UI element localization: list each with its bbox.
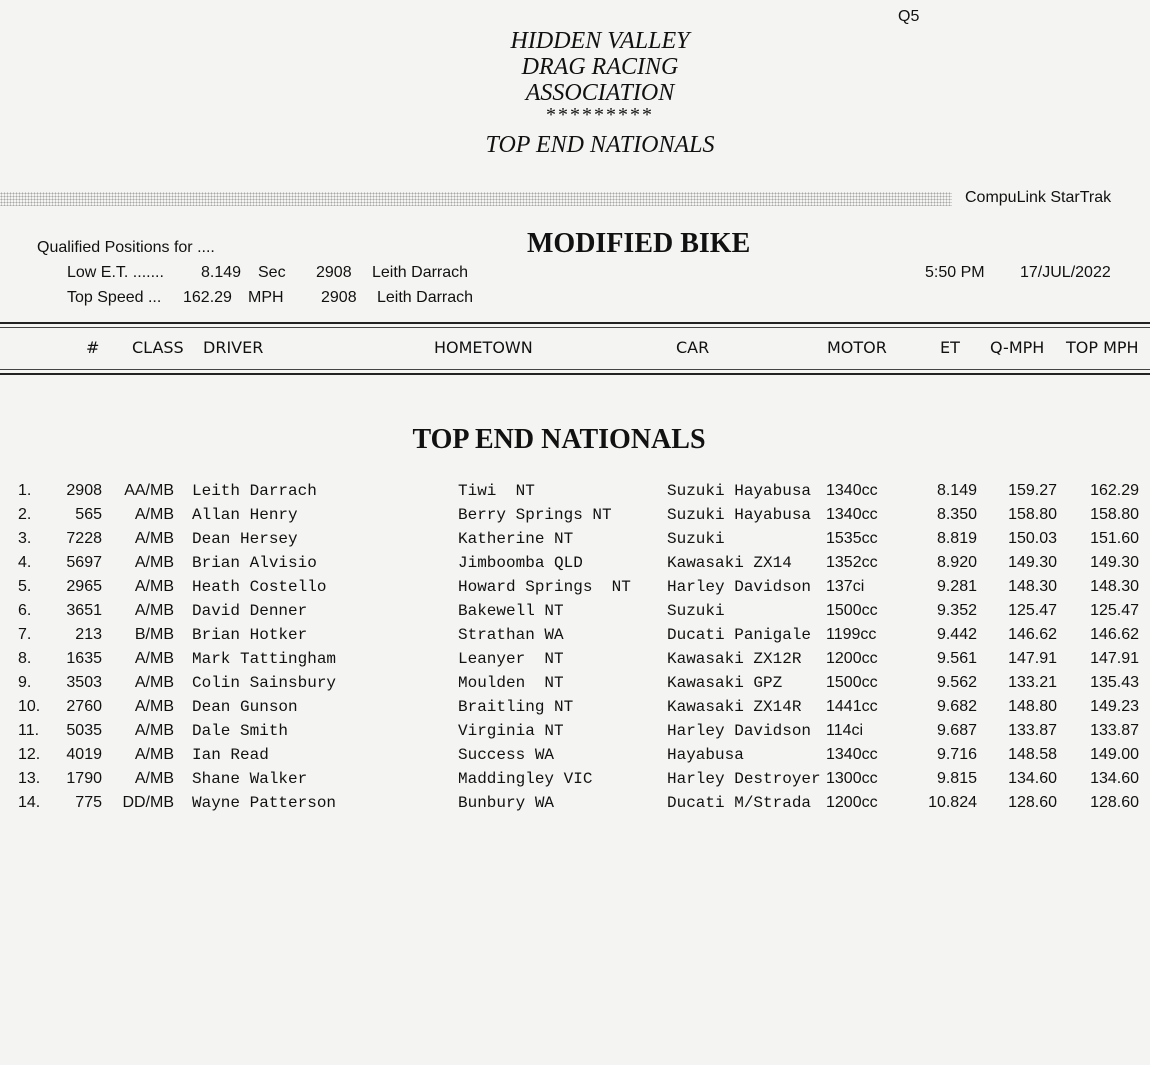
driver-cell: Mark Tattingham: [192, 650, 337, 668]
position-cell: 13.: [18, 770, 41, 787]
driver-cell: Dale Smith: [192, 722, 289, 740]
motor-cell: 1340cc: [826, 746, 878, 763]
et-cell: 9.561: [936, 650, 977, 667]
col-header-class: CLASS: [132, 338, 184, 357]
class-cell: A/MB: [134, 602, 174, 619]
hometown-cell: Leanyer NT: [458, 650, 564, 668]
hometown-cell: Berry Springs NT: [458, 506, 612, 524]
table-row: [0, 530, 1150, 554]
car-cell: Suzuki: [667, 530, 725, 548]
org-name-line-2: DRAG RACING: [521, 54, 679, 80]
et-cell: 9.815: [936, 770, 977, 787]
position-cell: 3.: [18, 530, 32, 547]
qmph-cell: 149.30: [1008, 554, 1057, 571]
hometown-cell: Jimboomba QLD: [458, 554, 583, 572]
org-name-line-1: HIDDEN VALLEY: [510, 28, 690, 54]
hometown-cell: Bakewell NT: [458, 602, 564, 620]
driver-cell: Heath Costello: [192, 578, 327, 596]
qmph-cell: 133.21: [1008, 674, 1057, 691]
low-et-unit: Sec: [258, 264, 286, 281]
table-row: [0, 506, 1150, 530]
header-rule-bottom: [0, 373, 1150, 375]
hometown-cell: Strathan WA: [458, 626, 564, 644]
col-header-qmph: Q-MPH: [990, 338, 1045, 357]
motor-cell: 1352cc: [826, 554, 878, 571]
position-cell: 6.: [18, 602, 32, 619]
table-row: [0, 746, 1150, 770]
col-header-driver: DRIVER: [203, 338, 264, 357]
et-cell: 9.716: [936, 746, 977, 763]
car-cell: Kawasaki ZX14R: [667, 698, 802, 716]
topmph-cell: 125.47: [1090, 602, 1139, 619]
car-cell: Suzuki: [667, 602, 725, 620]
class-cell: A/MB: [134, 506, 174, 523]
class-cell: AA/MB: [124, 482, 174, 499]
motor-cell: 1200cc: [826, 650, 878, 667]
et-cell: 8.149: [936, 482, 977, 499]
position-cell: 5.: [18, 578, 32, 595]
position-cell: 2.: [18, 506, 32, 523]
table-row: [0, 722, 1150, 746]
class-cell: A/MB: [134, 554, 174, 571]
topmph-cell: 147.91: [1090, 650, 1139, 667]
qmph-cell: 148.58: [1008, 746, 1057, 763]
qualified-positions-label: Qualified Positions for ....: [37, 239, 215, 256]
position-cell: 12.: [18, 746, 41, 763]
car-number-cell: 3651: [66, 602, 102, 619]
car-cell: Kawasaki ZX12R: [667, 650, 802, 668]
org-name-line-3: ASSOCIATION: [525, 80, 675, 106]
position-cell: 9.: [18, 674, 32, 691]
section-title: TOP END NATIONALS: [412, 424, 706, 455]
motor-cell: 1300cc: [826, 770, 878, 787]
driver-cell: Dean Gunson: [192, 698, 298, 716]
hometown-cell: Bunbury WA: [458, 794, 555, 812]
table-row: [0, 650, 1150, 674]
header-rule-bottom-inner: [0, 369, 1150, 370]
low-et-value: 8.149: [201, 264, 242, 281]
class-cell: DD/MB: [122, 794, 174, 811]
top-speed-driver: Leith Darrach: [377, 289, 474, 306]
driver-cell: Dean Hersey: [192, 530, 298, 548]
report-date: 17/JUL/2022: [1020, 264, 1111, 281]
class-cell: A/MB: [134, 578, 174, 595]
topmph-cell: 149.30: [1090, 554, 1139, 571]
topmph-cell: 146.62: [1090, 626, 1139, 643]
driver-cell: Allan Henry: [192, 506, 298, 524]
position-cell: 11.: [18, 722, 40, 739]
car-number-cell: 5035: [66, 722, 102, 739]
report-time: 5:50 PM: [925, 264, 985, 281]
car-cell: Ducati M/Strada: [667, 794, 812, 812]
hometown-cell: Howard Springs NT: [458, 578, 631, 596]
car-number-cell: 4019: [66, 746, 102, 763]
motor-cell: 1200cc: [826, 794, 878, 811]
position-cell: 14.: [18, 794, 41, 811]
et-cell: 9.281: [936, 578, 977, 595]
low-et-car-number: 2908: [316, 264, 352, 281]
hometown-cell: Success WA: [458, 746, 555, 764]
qmph-cell: 148.80: [1008, 698, 1057, 715]
qmph-cell: 150.03: [1008, 530, 1057, 547]
top-speed-unit: MPH: [248, 289, 284, 306]
table-row: [0, 794, 1150, 818]
car-cell: Suzuki Hayabusa: [667, 506, 812, 524]
col-header-hometown: HOMETOWN: [434, 338, 533, 357]
event-title: TOP END NATIONALS: [485, 132, 715, 158]
class-cell: A/MB: [134, 530, 174, 547]
topmph-cell: 134.60: [1090, 770, 1139, 787]
low-et-driver: Leith Darrach: [372, 264, 469, 281]
topmph-cell: 148.30: [1090, 578, 1139, 595]
qmph-cell: 125.47: [1008, 602, 1057, 619]
position-cell: 10.: [18, 698, 41, 715]
driver-cell: Ian Read: [192, 746, 269, 764]
col-header-num: #: [86, 338, 100, 357]
motor-cell: 137ci: [826, 578, 865, 595]
table-row: [0, 770, 1150, 794]
car-number-cell: 7228: [66, 530, 102, 547]
vendor-label: CompuLink StarTrak: [965, 189, 1112, 206]
topmph-cell: 135.43: [1090, 674, 1139, 691]
table-row: [0, 602, 1150, 626]
position-cell: 8.: [18, 650, 32, 667]
motor-cell: 1340cc: [826, 482, 878, 499]
topmph-cell: 158.80: [1090, 506, 1139, 523]
class-cell: B/MB: [134, 626, 174, 643]
table-row: [0, 578, 1150, 602]
class-cell: A/MB: [134, 722, 174, 739]
et-cell: 10.824: [928, 794, 977, 811]
car-cell: Harley Davidson: [667, 578, 812, 596]
et-cell: 9.682: [936, 698, 977, 715]
top-speed-value: 162.29: [183, 289, 232, 306]
car-number-cell: 2760: [66, 698, 102, 715]
top-speed-label: Top Speed ...: [67, 289, 162, 306]
car-cell: Kawasaki GPZ: [667, 674, 783, 692]
topmph-cell: 151.60: [1090, 530, 1139, 547]
et-cell: 8.819: [936, 530, 977, 547]
position-cell: 7.: [18, 626, 32, 643]
car-number-cell: 2908: [66, 482, 102, 499]
results-table: [0, 482, 1150, 818]
hometown-cell: Virginia NT: [458, 722, 564, 740]
car-number-cell: 565: [75, 506, 102, 523]
car-number-cell: 3503: [66, 674, 102, 691]
driver-cell: Brian Alvisio: [192, 554, 317, 572]
et-cell: 9.687: [936, 722, 977, 739]
hometown-cell: Moulden NT: [458, 674, 564, 692]
dotted-separator: [0, 192, 952, 206]
car-number-cell: 2965: [66, 578, 102, 595]
motor-cell: 1340cc: [826, 506, 878, 523]
car-cell: Harley Destroyer: [667, 770, 821, 788]
car-number-cell: 5697: [66, 554, 102, 571]
car-cell: Kawasaki ZX14: [667, 554, 792, 572]
class-cell: A/MB: [134, 674, 174, 691]
position-cell: 4.: [18, 554, 32, 571]
driver-cell: Leith Darrach: [192, 482, 317, 500]
topmph-cell: 162.29: [1090, 482, 1139, 499]
header-rule-top: [0, 322, 1150, 324]
hometown-cell: Braitling NT: [458, 698, 574, 716]
hometown-cell: Tiwi NT: [458, 482, 535, 500]
class-title: MODIFIED BIKE: [527, 228, 751, 259]
car-cell: Harley Davidson: [667, 722, 812, 740]
col-header-motor: MOTOR: [827, 338, 887, 357]
motor-cell: 1199cc: [826, 626, 877, 643]
car-number-cell: 1790: [66, 770, 102, 787]
et-cell: 8.350: [936, 506, 977, 523]
car-number-cell: 213: [75, 626, 102, 643]
qmph-cell: 158.80: [1008, 506, 1057, 523]
hometown-cell: Maddingley VIC: [458, 770, 593, 788]
qmph-cell: 146.62: [1008, 626, 1057, 643]
table-row: [0, 482, 1150, 506]
car-cell: Suzuki Hayabusa: [667, 482, 812, 500]
driver-cell: Colin Sainsbury: [192, 674, 337, 692]
driver-cell: Wayne Patterson: [192, 794, 337, 812]
driver-cell: David Denner: [192, 602, 308, 620]
motor-cell: 114ci: [826, 722, 864, 739]
table-row: [0, 626, 1150, 650]
et-cell: 9.562: [936, 674, 977, 691]
class-cell: A/MB: [134, 650, 174, 667]
class-cell: A/MB: [134, 698, 174, 715]
stars-divider: *********: [546, 104, 654, 126]
class-cell: A/MB: [134, 746, 174, 763]
et-cell: 9.352: [936, 602, 977, 619]
table-row: [0, 554, 1150, 578]
hometown-cell: Katherine NT: [458, 530, 574, 548]
col-header-topmph: TOP MPH: [1066, 338, 1139, 357]
car-cell: Hayabusa: [667, 746, 744, 764]
class-cell: A/MB: [134, 770, 174, 787]
table-row: [0, 698, 1150, 722]
qmph-cell: 133.87: [1008, 722, 1057, 739]
et-cell: 9.442: [936, 626, 977, 643]
page-code: Q5: [898, 8, 920, 25]
car-number-cell: 775: [75, 794, 102, 811]
driver-cell: Shane Walker: [192, 770, 308, 788]
qmph-cell: 148.30: [1008, 578, 1057, 595]
top-speed-car-number: 2908: [321, 289, 357, 306]
low-et-label: Low E.T. .......: [67, 264, 164, 281]
driver-cell: Brian Hotker: [192, 626, 308, 644]
position-cell: 1.: [18, 482, 32, 499]
col-header-et: ET: [940, 338, 960, 357]
motor-cell: 1500cc: [826, 674, 878, 691]
header-rule-top-inner: [0, 327, 1150, 328]
topmph-cell: 133.87: [1090, 722, 1139, 739]
col-header-car: CAR: [676, 338, 710, 357]
topmph-cell: 149.23: [1090, 698, 1139, 715]
table-row: [0, 674, 1150, 698]
qmph-cell: 159.27: [1008, 482, 1057, 499]
qmph-cell: 134.60: [1008, 770, 1057, 787]
org-header: [0, 28, 1150, 158]
qmph-cell: 128.60: [1008, 794, 1057, 811]
car-cell: Ducati Panigale: [667, 626, 812, 644]
qmph-cell: 147.91: [1008, 650, 1057, 667]
motor-cell: 1500cc: [826, 602, 878, 619]
topmph-cell: 128.60: [1090, 794, 1139, 811]
et-cell: 8.920: [936, 554, 977, 571]
topmph-cell: 149.00: [1090, 746, 1139, 763]
motor-cell: 1535cc: [826, 530, 878, 547]
motor-cell: 1441cc: [826, 698, 878, 715]
car-number-cell: 1635: [66, 650, 102, 667]
